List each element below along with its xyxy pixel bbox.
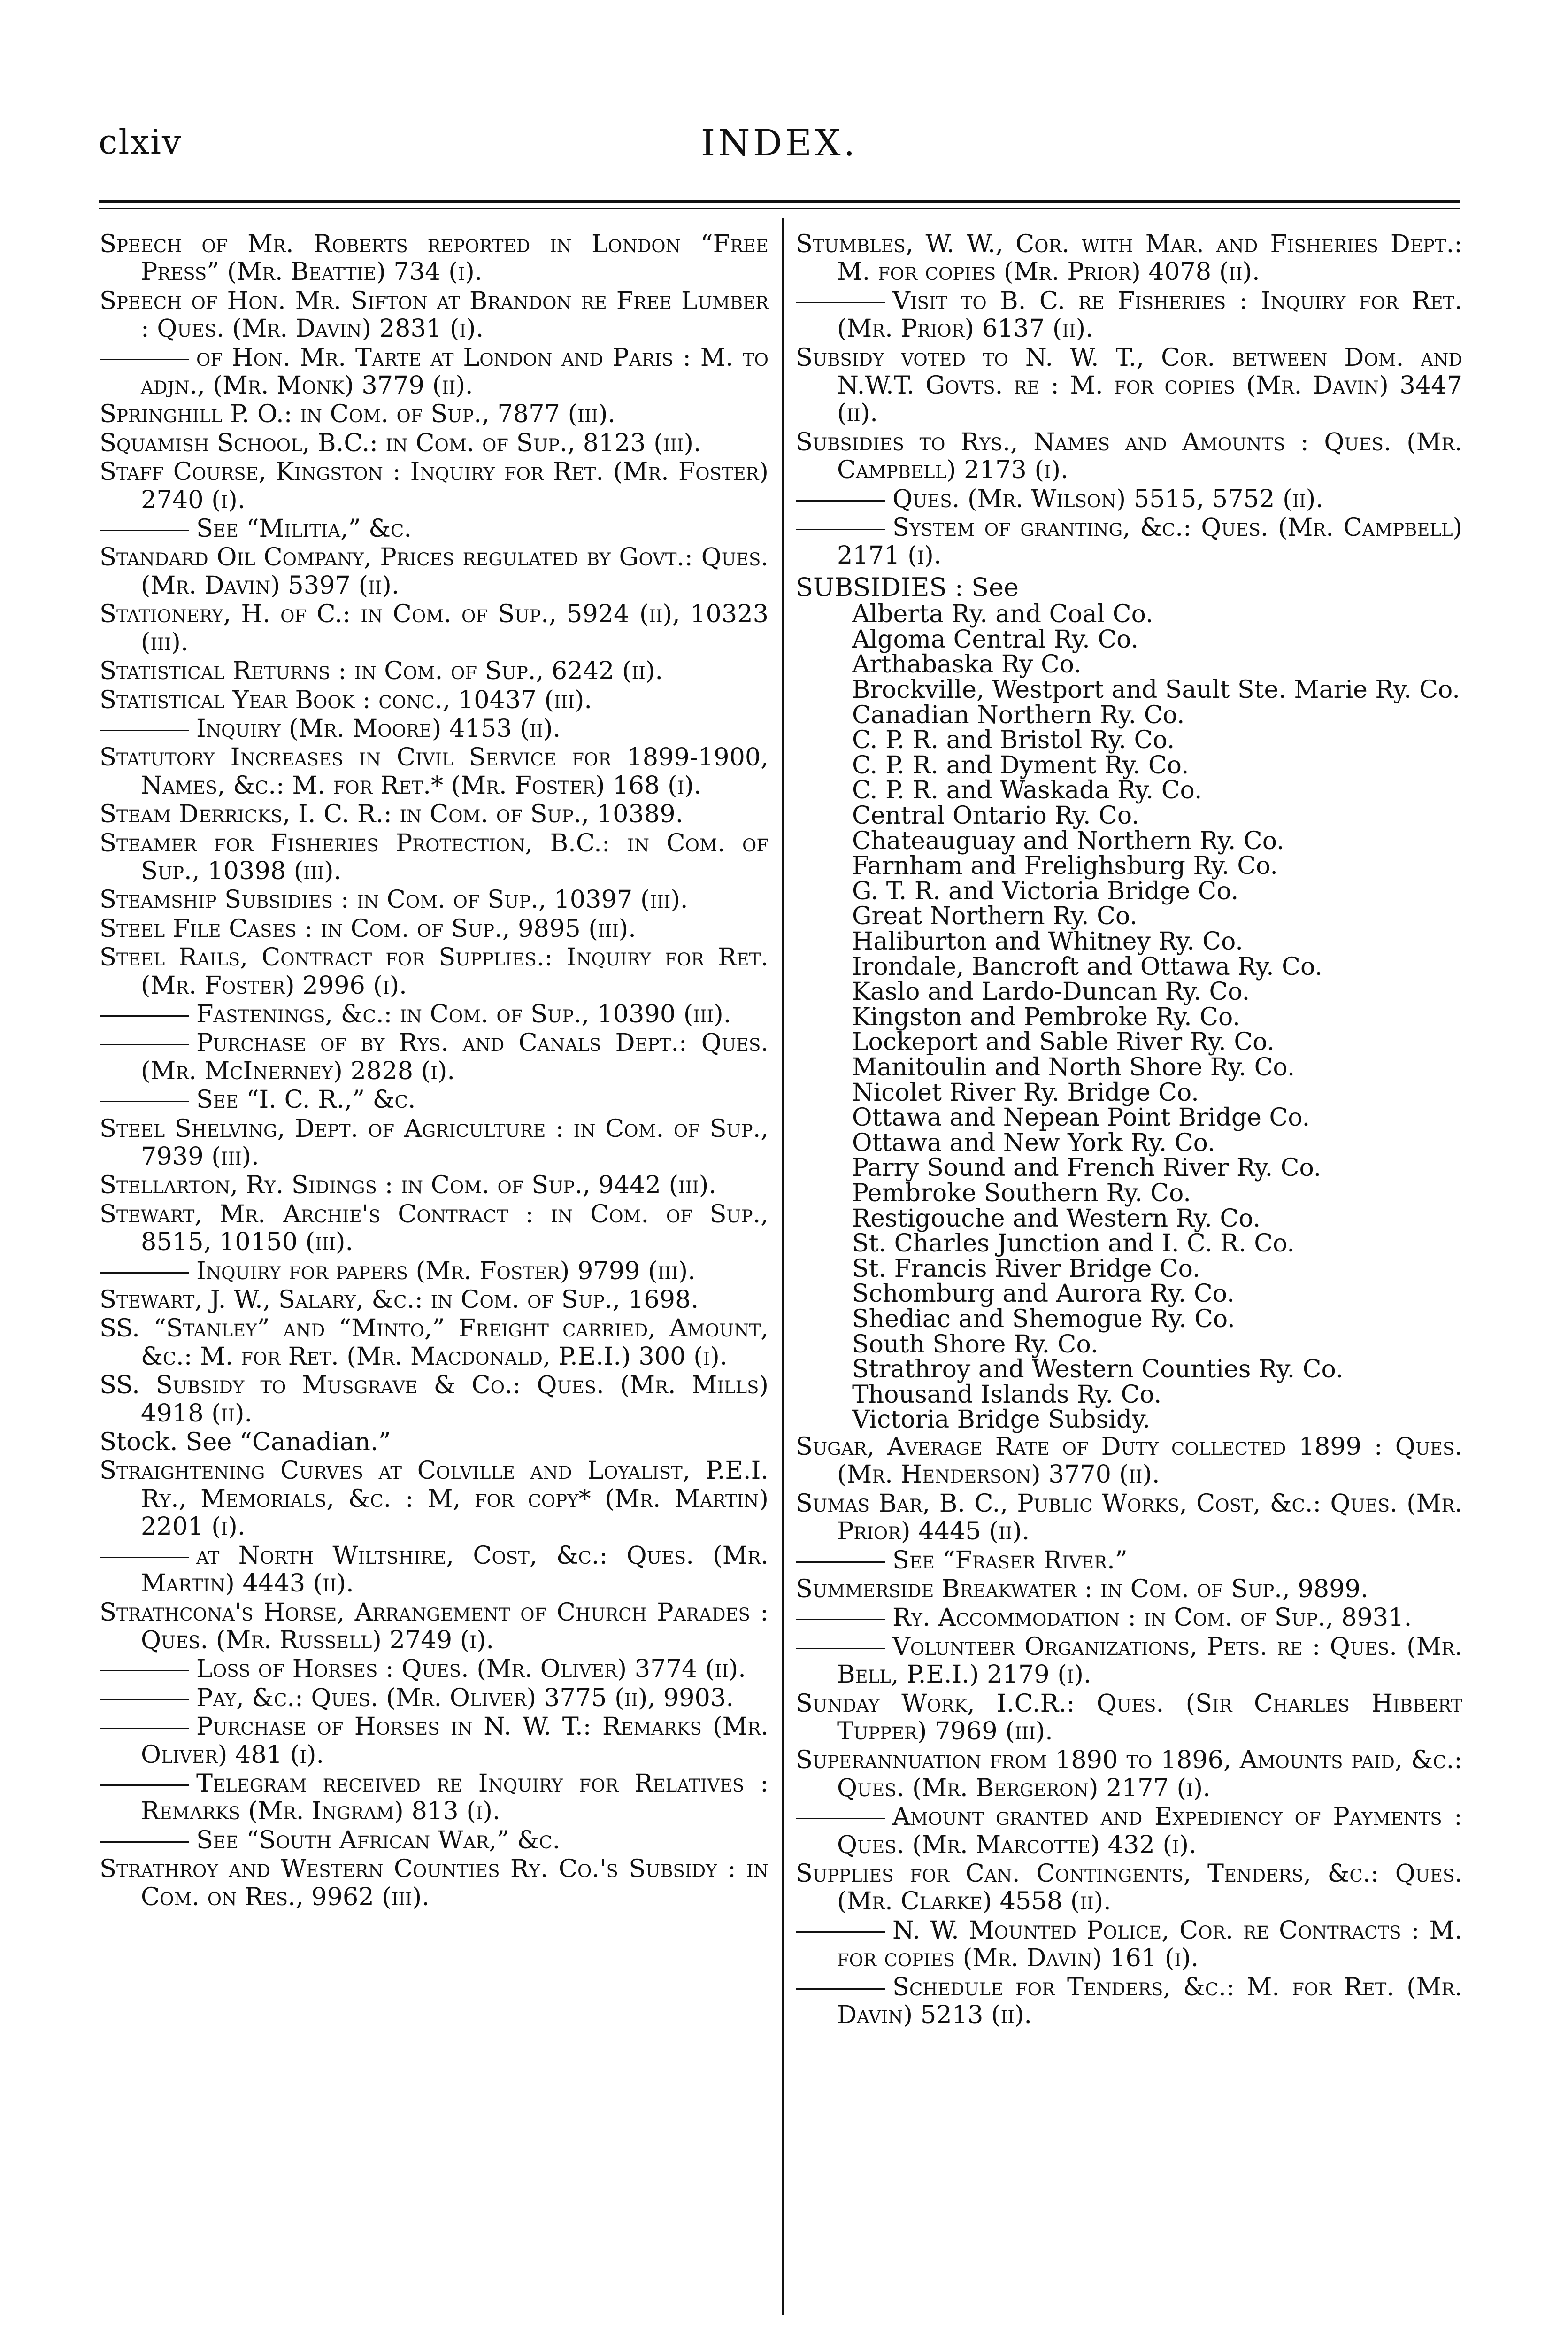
index-entry: [100, 400, 769, 428]
subsidy-item: Ottawa and New York Ry. Co.: [852, 1128, 1215, 1157]
index-entry: [796, 1490, 1462, 1545]
index-entry: [100, 915, 769, 942]
entry-text: System of granting, &c.: Ques. (Mr. Campbell) 2171 (i).: [837, 513, 1462, 570]
index-entry: [100, 429, 769, 457]
index-subentry: [100, 1769, 769, 1825]
index-entry: [796, 1690, 1462, 1746]
header-rule-thick: [99, 200, 1460, 203]
index-entry: [796, 1575, 1462, 1603]
entry-text: Visit to B. C. re Fisheries : Inquiry for Ret. (Mr. Prior) 6137 (ii).: [837, 286, 1462, 343]
entry-text: Straightening Curves at Colville and Loyalist, P.E.I. Ry., Memorials, &c. : M, for copy* (Mr. Martin) 2201 (i).: [100, 1456, 769, 1541]
index-entry: [100, 230, 769, 286]
entry-text: Stock. See “Canadian.”: [100, 1428, 391, 1457]
index-entry: [100, 1171, 769, 1199]
entry-text: Summerside Breakwater : in Com. of Sup., 9899.: [796, 1574, 1368, 1603]
index-entry: [100, 458, 769, 514]
entry-text: SS. “Stanley” and “Minto,” Freight carried, Amount, &c.: M. for Ret. (Mr. Macdonald, P.E.I.) 300 (i).: [100, 1314, 769, 1371]
subsidy-item: C. P. R. and Waskada Ry. Co.: [852, 776, 1202, 805]
index-subentry: [100, 1684, 769, 1712]
entry-text: Speech of Hon. Mr. Sifton at Brandon re Free Lumber : Ques. (Mr. Davin) 2831 (i).: [100, 286, 769, 343]
entry-text: SS. Subsidy to Musgrave & Co.: Ques. (Mr. Mills) 4918 (ii).: [100, 1371, 769, 1428]
subsidy-item: St. Francis River Bridge Co.: [852, 1254, 1200, 1283]
entry-text: Stewart, Mr. Archie's Contract : in Com. of Sup., 8515, 10150 (iii).: [100, 1199, 769, 1257]
subsidy-item: Manitoulin and North Shore Ry. Co.: [852, 1053, 1295, 1081]
right-column-top-entries: [796, 230, 1462, 570]
entry-text: Purchase of Horses in N. W. T.: Remarks (Mr. Oliver) 481 (i).: [141, 1712, 769, 1769]
subsidy-item: Victoria Bridge Subsidy.: [852, 1406, 1151, 1434]
subsidy-item: Irondale, Bancroft and Ottawa Ry. Co.: [852, 952, 1322, 981]
index-subentry: [100, 1000, 769, 1028]
entry-text: Superannuation from 1890 to 1896, Amounts paid, &c.: Ques. (Mr. Bergeron) 2177 (i).: [796, 1746, 1462, 1802]
entry-text: Stewart, J. W., Salary, &c.: in Com. of Sup., 1698.: [100, 1285, 699, 1314]
entry-text: Ry. Accommodation : in Com. of Sup., 8931.: [892, 1603, 1412, 1632]
entry-text: Supplies for Can. Contingents, Tenders, &c.: Ques. (Mr. Clarke) 4558 (ii).: [796, 1859, 1462, 1916]
entry-text: See “South African War,” &c.: [196, 1825, 561, 1854]
index-subentry: [796, 1604, 1462, 1631]
entry-text: Steam Derricks, I. C. R.: in Com. of Sup., 10389.: [100, 800, 684, 829]
index-entry: [796, 1433, 1462, 1489]
right-column-bottom-entries: [796, 1433, 1462, 2029]
left-column: [100, 230, 769, 1912]
index-entry: [100, 1457, 769, 1540]
subsidies-list: [796, 602, 1462, 1433]
subsidy-item: Nicolet River Ry. Bridge Co.: [852, 1078, 1199, 1107]
index-entry: [100, 1200, 769, 1256]
entry-text: Steamer for Fisheries Protection, B.C.: in Com. of Sup., 10398 (iii).: [100, 828, 769, 885]
subsidy-item: Thousand Islands Ry. Co.: [852, 1380, 1162, 1409]
entry-text: Schedule for Tenders, &c.: M. for Ret. (Mr. Davin) 5213 (ii).: [837, 1972, 1462, 2029]
subsidy-item: Kaslo and Lardo-Duncan Ry. Co.: [852, 978, 1250, 1006]
subsidy-item: Lockeport and Sable River Ry. Co.: [852, 1028, 1275, 1057]
index-entry: [796, 230, 1462, 286]
entry-text: Stationery, H. of C.: in Com. of Sup., 5924 (ii), 10323 (iii).: [100, 600, 769, 657]
index-subentry: [796, 1546, 1462, 1574]
entry-text: Sugar, Average Rate of Duty collected 1899 : Ques. (Mr. Henderson) 3770 (ii).: [796, 1432, 1462, 1489]
index-entry: [100, 1428, 769, 1456]
subsidy-item: Alberta Ry. and Coal Co.: [852, 600, 1153, 629]
index-entry: [100, 543, 769, 599]
entry-text: Springhill P. O.: in Com. of Sup., 7877 (iii).: [100, 400, 616, 429]
index-subentry: [796, 514, 1462, 570]
index-entry: [796, 1746, 1462, 1802]
index-entry: [100, 1855, 769, 1911]
entry-text: Stumbles, W. W., Cor. with Mar. and Fisheries Dept.: M. for copies (Mr. Prior) 4078 (ii).: [796, 230, 1462, 286]
subsidy-item: Parry Sound and French River Ry. Co.: [852, 1154, 1322, 1182]
entry-text: Steel Rails, Contract for Supplies.: Inquiry for Ret. (Mr. Foster) 2996 (i).: [100, 943, 769, 1000]
right-column: [796, 230, 1462, 2030]
index-entry: [796, 428, 1462, 484]
entry-text: N. W. Mounted Police, Cor. re Contracts : M. for copies (Mr. Davin) 161 (i).: [837, 1915, 1462, 1973]
entry-text: See “Fraser River.”: [892, 1545, 1128, 1575]
index-subentry: [796, 1916, 1462, 1972]
index-entry: [100, 1286, 769, 1313]
index-subentry: [100, 344, 769, 400]
subsidy-item: Brockville, Westport and Sault Ste. Marie Ry. Co.: [852, 676, 1460, 704]
page-header: [99, 122, 1460, 178]
index-entry: [100, 1599, 769, 1654]
entry-text: Statistical Returns : in Com. of Sup., 6242 (ii).: [100, 657, 663, 686]
entry-text: See “Militia,” &c.: [196, 514, 412, 543]
entry-text: Ques. (Mr. Wilson) 5515, 5752 (ii).: [892, 484, 1323, 513]
subsidies-heading: SUBSIDIES : See: [796, 572, 1019, 602]
index-subentry: [100, 1029, 769, 1085]
entry-text: Subsidies to Rys., Names and Amounts : Ques. (Mr. Campbell) 2173 (i).: [796, 427, 1462, 485]
subsidy-item: Great Northern Ry. Co.: [852, 902, 1138, 931]
entry-text: Steel Shelving, Dept. of Agriculture : in Com. of Sup., 7939 (iii).: [100, 1114, 769, 1171]
index-entry: [100, 287, 769, 343]
entry-text: Telegram received re Inquiry for Relatives : Remarks (Mr. Ingram) 813 (i).: [141, 1769, 769, 1826]
entry-text: Staff Course, Kingston : Inquiry for Ret. (Mr. Foster) 2740 (i).: [100, 457, 769, 514]
subsidy-item: Arthabaska Ry Co.: [852, 650, 1082, 679]
entry-text: Squamish School, B.C.: in Com. of Sup., 8123 (iii).: [100, 428, 701, 457]
entry-text: Sumas Bar, B. C., Public Works, Cost, &c.: Ques. (Mr. Prior) 4445 (ii).: [796, 1489, 1462, 1546]
entry-text: Purchase of by Rys. and Canals Dept.: Ques. (Mr. McInerney) 2828 (i).: [141, 1028, 769, 1085]
entry-text: Subsidy voted to N. W. T., Cor. between Dom. and N.W.T. Govts. re : M. for copies (Mr. Davin) 3447 (ii).: [796, 343, 1462, 428]
entry-text: Speech of Mr. Roberts reported in London “Free Press” (Mr. Beattie) 734 (i).: [100, 230, 769, 286]
subsidy-item: Restigouche and Western Ry. Co.: [852, 1204, 1261, 1233]
index-entry: [100, 1314, 769, 1370]
index-entry: [100, 1115, 769, 1171]
subsidy-item: Ottawa and Nepean Point Bridge Co.: [852, 1104, 1310, 1132]
index-subentry: [796, 1633, 1462, 1689]
index-entry: [100, 800, 769, 828]
entry-text: Statistical Year Book : conc., 10437 (iii).: [100, 685, 592, 714]
subsidy-item: Strathroy and Western Counties Ry. Co.: [852, 1355, 1344, 1384]
header-rule-thin: [99, 208, 1460, 209]
subsidy-item: Farnham and Frelighsburg Ry. Co.: [852, 852, 1278, 880]
entry-text: Strathcona's Horse, Arrangement of Church Parades : Ques. (Mr. Russell) 2749 (i).: [100, 1598, 769, 1654]
entry-text: Inquiry (Mr. Moore) 4153 (ii).: [196, 714, 561, 743]
index-subentry: [796, 485, 1462, 513]
index-subentry: [100, 1542, 769, 1598]
index-entry: [100, 657, 769, 685]
index-subentry: [100, 1826, 769, 1854]
subsidy-item: Shediac and Shemogue Ry. Co.: [852, 1305, 1235, 1333]
entry-text: Amount granted and Expediency of Payments : Ques. (Mr. Marcotte) 432 (i).: [837, 1802, 1462, 1859]
index-subentry: [100, 1655, 769, 1683]
index-entry: [796, 344, 1462, 427]
index-subentry: [796, 1973, 1462, 2029]
index-subentry: [100, 1713, 769, 1769]
subsidy-item: G. T. R. and Victoria Bridge Co.: [852, 877, 1239, 905]
index-entry: [100, 943, 769, 999]
page-title: INDEX.: [700, 122, 858, 164]
index-subentry: [796, 1803, 1462, 1859]
entry-text: Volunteer Organizations, Pets. re : Ques. (Mr. Bell, P.E.I.) 2179 (i).: [837, 1632, 1462, 1689]
entry-text: of Hon. Mr. Tarte at London and Paris : M. to adjn., (Mr. Monk) 3779 (ii).: [141, 343, 769, 400]
entry-text: Steel File Cases : in Com. of Sup., 9895 (iii).: [100, 914, 636, 943]
entry-text: Loss of Horses : Ques. (Mr. Oliver) 3774 (ii).: [196, 1654, 746, 1684]
entry-text: Inquiry for papers (Mr. Foster) 9799 (iii).: [196, 1256, 696, 1285]
index-entry: [100, 886, 769, 913]
index-entry: [100, 829, 769, 885]
index-entry: [796, 1860, 1462, 1915]
subsidy-item: Schomburg and Aurora Ry. Co.: [852, 1280, 1235, 1308]
entry-text: Pay, &c.: Ques. (Mr. Oliver) 3775 (ii), 9903.: [196, 1683, 734, 1712]
entry-text: Steamship Subsidies : in Com. of Sup., 10397 (iii).: [100, 885, 688, 914]
entry-text: See “I. C. R.,” &c.: [196, 1085, 416, 1114]
index-subentry: [100, 515, 769, 542]
index-subentry: [100, 715, 769, 742]
subsidy-item: C. P. R. and Bristol Ry. Co.: [852, 726, 1175, 755]
index-entry: [100, 1371, 769, 1427]
index-entry: [100, 686, 769, 714]
index-entry: [100, 600, 769, 656]
subsidy-item: Haliburton and Whitney Ry. Co.: [852, 927, 1243, 956]
subsidy-item: Kingston and Pembroke Ry. Co.: [852, 1003, 1240, 1031]
entry-text: Sunday Work, I.C.R.: Ques. (Sir Charles Hibbert Tupper) 7969 (iii).: [796, 1689, 1462, 1746]
subsidy-item: Canadian Northern Ry. Co.: [852, 701, 1185, 729]
entry-text: Strathroy and Western Counties Ry. Co.'s Subsidy : in Com. on Res., 9962 (iii).: [100, 1854, 769, 1911]
page-number: clxiv: [99, 122, 182, 162]
column-divider: [782, 218, 784, 2315]
index-entry: [100, 743, 769, 799]
entry-text: Standard Oil Company, Prices regulated by Govt.: Ques. (Mr. Davin) 5397 (ii).: [100, 543, 769, 600]
index-subentry: [796, 287, 1462, 343]
subsidy-item: Algoma Central Ry. Co.: [852, 625, 1139, 654]
entry-text: Fastenings, &c.: in Com. of Sup., 10390 (iii).: [196, 999, 731, 1028]
entry-text: at North Wiltshire, Cost, &c.: Ques. (Mr. Martin) 4443 (ii).: [141, 1541, 769, 1598]
subsidy-item: Pembroke Southern Ry. Co.: [852, 1179, 1191, 1207]
entry-text: Stellarton, Ry. Sidings : in Com. of Sup., 9442 (iii).: [100, 1171, 717, 1200]
subsidy-item: Central Ontario Ry. Co.: [852, 802, 1139, 830]
index-subentry: [100, 1086, 769, 1113]
entry-text: Statutory Increases in Civil Service for 1899-1900, Names, &c.: M. for Ret.* (Mr. Foster) 168 (i).: [100, 743, 769, 800]
subsidy-item: South Shore Ry. Co.: [852, 1330, 1099, 1359]
subsidy-item: St. Charles Junction and I. C. R. Co.: [852, 1229, 1295, 1258]
subsidy-item: Chateauguay and Northern Ry. Co.: [852, 826, 1284, 855]
subsidy-item: C. P. R. and Dyment Ry. Co.: [852, 751, 1189, 780]
index-subentry: [100, 1257, 769, 1285]
